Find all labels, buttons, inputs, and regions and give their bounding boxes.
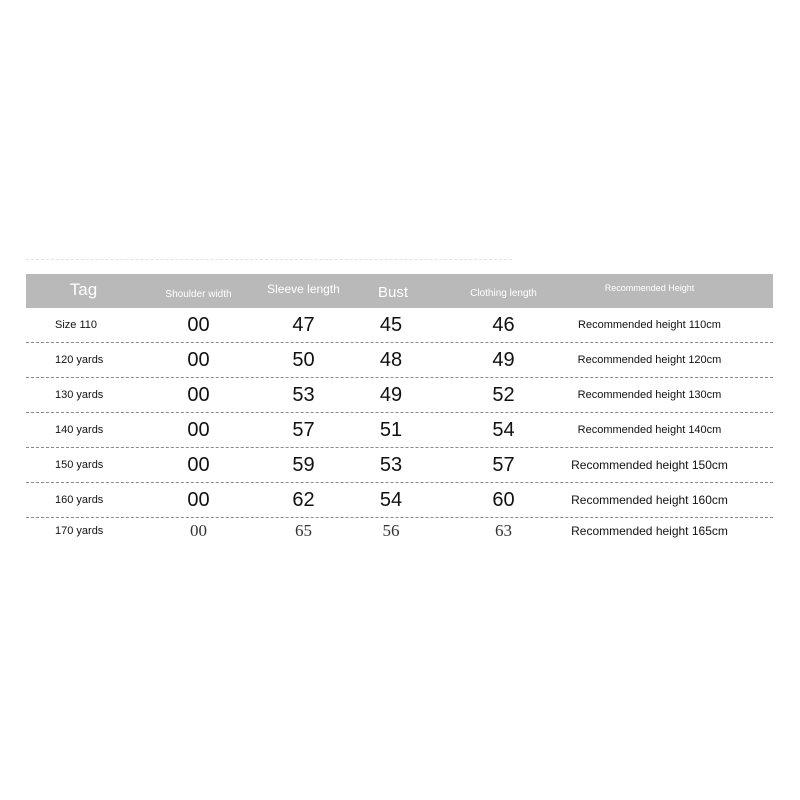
row-recommended-height: Recommended height 150cm (571, 458, 728, 472)
row-shoulder-width: 00 (187, 383, 210, 406)
row-sleeve-length: 57 (292, 418, 315, 441)
top-divider (26, 259, 512, 260)
row-tag: 120 yards (55, 354, 104, 366)
table-row (26, 483, 773, 518)
header-tag: Tag (69, 279, 98, 299)
header-clothing-length: Clothing length (470, 287, 537, 299)
row-tag: 130 yards (55, 389, 104, 401)
row-bust: 48 (379, 348, 403, 371)
row-clothing-length: 49 (492, 348, 515, 371)
table-row (26, 413, 773, 448)
row-bust: 51 (379, 418, 403, 441)
row-clothing-length: 46 (492, 313, 515, 336)
row-sleeve-length: 59 (292, 453, 315, 476)
table-row (26, 378, 773, 413)
row-bust: 45 (379, 313, 403, 336)
row-shoulder-width: 00 (187, 348, 210, 371)
header-bust: Bust (377, 284, 408, 301)
row-shoulder-width: 00 (187, 488, 210, 511)
row-tag: 150 yards (55, 459, 104, 471)
table-header-row (26, 274, 773, 308)
row-recommended-height: Recommended height 120cm (577, 354, 722, 366)
table-row (26, 343, 773, 378)
row-recommended-height: Recommended height 110cm (578, 319, 721, 331)
header-shoulder-width: Shoulder width (165, 288, 232, 300)
table-row (26, 518, 773, 544)
row-clothing-length: 54 (492, 418, 515, 441)
row-shoulder-width: 00 (190, 521, 207, 540)
row-recommended-height: Recommended height 160cm (571, 493, 728, 507)
size-chart-table (26, 274, 773, 544)
header-sleeve-length: Sleeve length (267, 281, 340, 296)
row-clothing-length: 60 (492, 488, 515, 511)
row-shoulder-width: 00 (187, 453, 210, 476)
row-clothing-length: 63 (495, 521, 512, 540)
row-shoulder-width: 00 (187, 418, 210, 441)
row-recommended-height: Recommended height 165cm (571, 524, 728, 538)
row-recommended-height: Recommended height 140cm (577, 424, 722, 436)
row-recommended-height: Recommended height 130cm (577, 389, 722, 401)
row-clothing-length: 52 (492, 383, 515, 406)
row-tag: Size 110 (55, 319, 97, 331)
row-bust: 53 (379, 453, 403, 476)
row-bust: 56 (382, 521, 400, 540)
row-sleeve-length: 65 (295, 521, 312, 540)
row-bust: 54 (379, 488, 403, 511)
row-sleeve-length: 50 (292, 348, 315, 371)
row-sleeve-length: 62 (292, 488, 315, 511)
header-recommended-height: Recommended Height (604, 283, 695, 293)
row-tag: 170 yards (55, 525, 104, 537)
row-sleeve-length: 47 (292, 313, 315, 336)
row-tag: 140 yards (55, 424, 104, 436)
table-row (26, 448, 773, 483)
row-bust: 49 (379, 383, 403, 406)
row-clothing-length: 57 (492, 453, 515, 476)
row-tag: 160 yards (55, 494, 104, 506)
row-sleeve-length: 53 (292, 383, 315, 406)
row-shoulder-width: 00 (187, 313, 210, 336)
table-row (26, 308, 773, 343)
